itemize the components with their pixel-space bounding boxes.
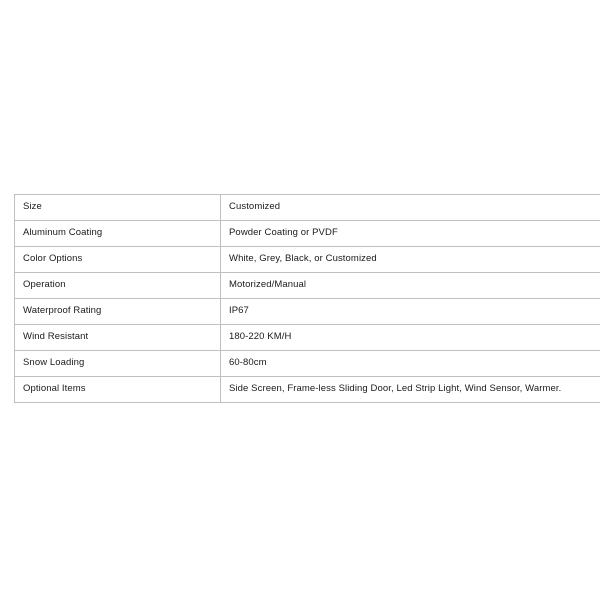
spec-key-operation: Operation (15, 273, 221, 299)
spec-key-aluminum-coating: Aluminum Coating (15, 221, 221, 247)
table-row (15, 325, 600, 351)
table-row (15, 351, 600, 377)
spec-value-snow-loading: 60-80cm (221, 351, 600, 377)
spec-value-color-options: White, Grey, Black, or Customized (221, 247, 600, 273)
spec-key-color-options: Color Options (15, 247, 221, 273)
spec-value-size: Customized (221, 195, 600, 221)
spec-key-optional-items: Optional Items (15, 377, 221, 403)
specification-table (14, 194, 600, 403)
specification-table-container (14, 194, 585, 403)
spec-value-wind-resistant: 180-220 KM/H (221, 325, 600, 351)
table-row (15, 195, 600, 221)
table-row (15, 247, 600, 273)
spec-key-snow-loading: Snow Loading (15, 351, 221, 377)
spec-value-aluminum-coating: Powder Coating or PVDF (221, 221, 600, 247)
table-row (15, 299, 600, 325)
spec-key-waterproof-rating: Waterproof Rating (15, 299, 221, 325)
table-row (15, 377, 600, 403)
spec-key-wind-resistant: Wind Resistant (15, 325, 221, 351)
table-row (15, 273, 600, 299)
spec-key-size: Size (15, 195, 221, 221)
spec-value-operation: Motorized/Manual (221, 273, 600, 299)
spec-value-waterproof-rating: IP67 (221, 299, 600, 325)
table-row (15, 221, 600, 247)
specification-table-body (15, 195, 600, 403)
spec-value-optional-items: Side Screen, Frame-less Sliding Door, Led Strip Light, Wind Sensor, Warmer. (221, 377, 600, 403)
